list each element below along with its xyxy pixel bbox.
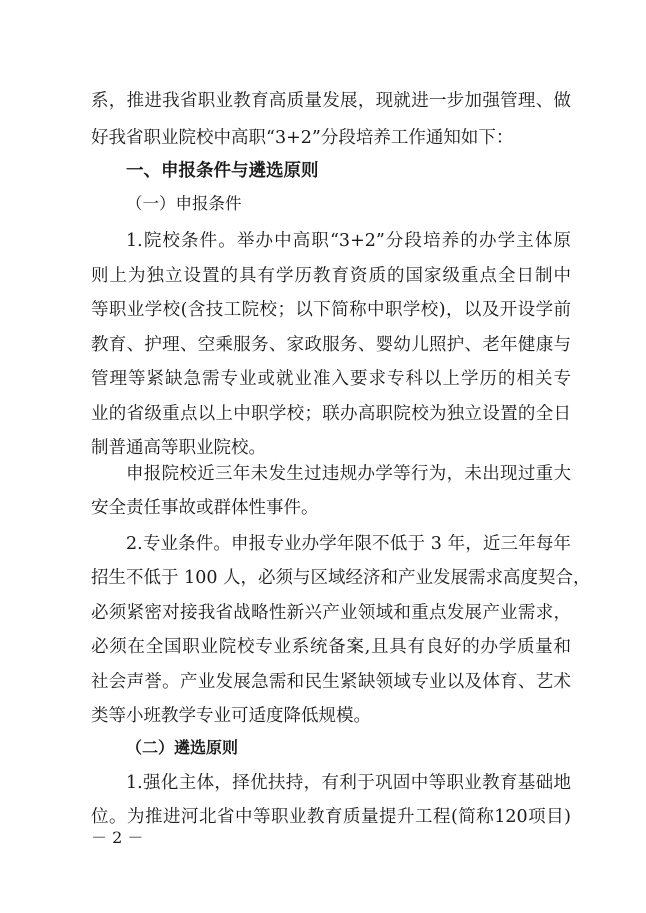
school-conditions-line-3: 等职业学校(含技工院校；以下简称中职学校)，以及开设学前 xyxy=(91,300,571,320)
major-conditions-line-4: 必须在全国职业院校专业系统备案,且具有良好的办学质量和 xyxy=(91,637,571,657)
school-conditions-line-2: 则上为独立设置的具有学历教育资质的国家级重点全日制中 xyxy=(91,266,571,286)
major-conditions-line-2: 招生不低于 100 人，必须与区域经济和产业发展需求高度契合， xyxy=(91,568,591,588)
subsection-heading-application-conditions: （一）申报条件 xyxy=(126,194,242,213)
safety-requirement-line-1: 申报院校近三年未发生过违规办学等行为，未出现过重大 xyxy=(126,464,571,484)
major-conditions-line-3: 必须紧密对接我省战略性新兴产业领域和重点发展产业需求， xyxy=(91,603,571,623)
major-conditions-line-6: 类等小班教学专业可适度降低规模。 xyxy=(91,706,371,726)
intro-line-1: 系，推进我省职业教育高质量发展，现就进一步加强管理、做 xyxy=(91,91,571,111)
major-conditions-line-5: 社会声誉。产业发展急需和民生紧缺领域专业以及体育、艺术 xyxy=(91,672,571,692)
selection-principle-line-2: 位。为推进河北省中等职业教育质量提升工程(简称120项目) xyxy=(91,807,571,827)
major-conditions-line-1: 2.专业条件。申报专业办学年限不低于 3 年，近三年每年 xyxy=(126,534,571,554)
safety-requirement-line-2: 安全责任事故或群体性事件。 xyxy=(91,498,319,518)
selection-principle-line-1: 1.强化主体，择优扶持，有利于巩固中等职业教育基础地 xyxy=(126,773,571,793)
section-heading-application-and-selection: 一、申报条件与遴选原则 xyxy=(126,161,319,181)
school-conditions-line-5: 管理等紧缺急需专业或就业准入要求专科以上学历的相关专 xyxy=(91,369,571,389)
school-conditions-line-1: 1.院校条件。举办中高职“3+2”分段培养的办学主体原 xyxy=(126,231,571,251)
school-conditions-line-6: 业的省级重点以上中职学校；联办高职院校为独立设置的全日 xyxy=(91,404,571,424)
page-number: － 2 － xyxy=(91,828,144,847)
school-conditions-line-4: 教育、护理、空乘服务、家政服务、婴幼儿照护、老年健康与 xyxy=(91,335,571,355)
intro-line-2: 好我省职业院校中高职“3+2”分段培养工作通知如下： xyxy=(91,128,514,148)
subsection-heading-selection-principles: （二）遴选原则 xyxy=(126,738,239,757)
school-conditions-line-7: 制普通高等职业院校。 xyxy=(91,438,266,458)
